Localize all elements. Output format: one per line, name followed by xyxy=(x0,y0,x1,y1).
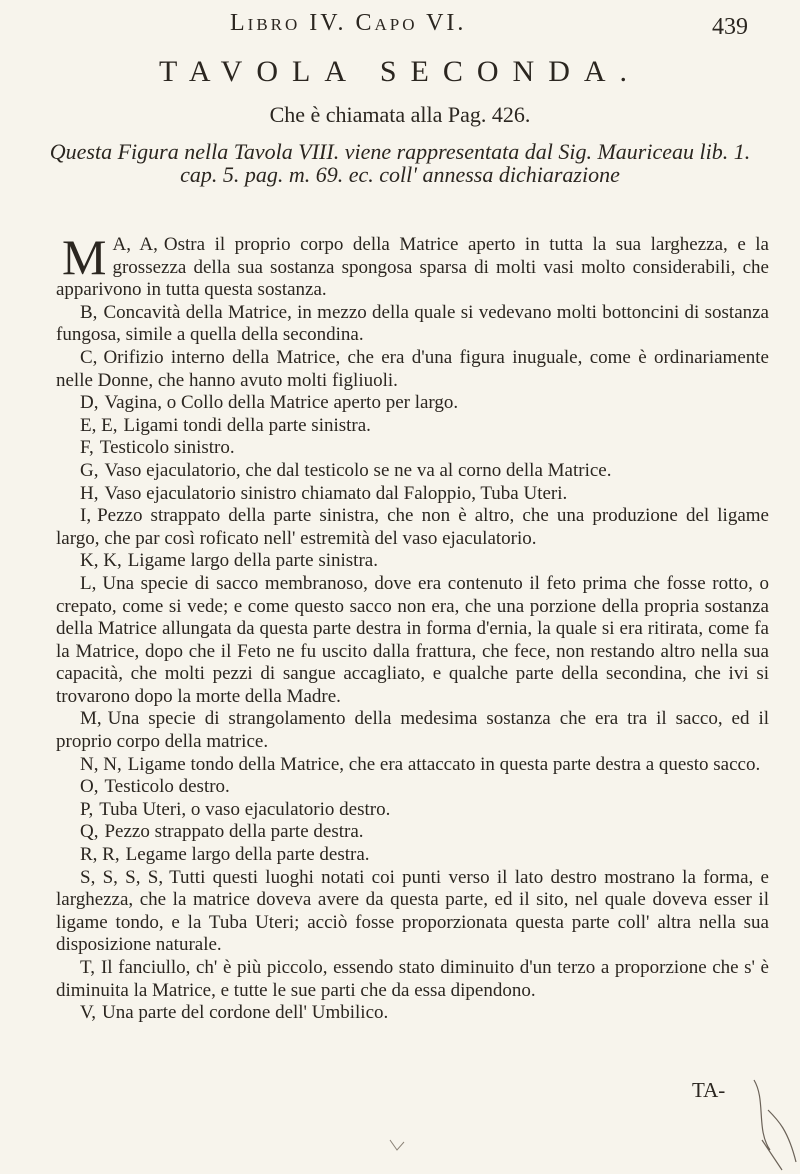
legend-entry xyxy=(56,573,769,709)
margin-ink-mark xyxy=(388,1138,406,1152)
entry-letter: B, xyxy=(80,301,98,323)
entry-letter: T, xyxy=(80,957,95,978)
entry-letter: C, xyxy=(80,346,98,368)
plate-reference: Che è chiamata alla Pag. 426. xyxy=(269,102,531,127)
entry-letter: R, R, xyxy=(80,844,120,866)
entry-letter: V, xyxy=(80,1002,97,1024)
legend-entry xyxy=(56,392,769,415)
entry-text: Testicolo destro. xyxy=(104,776,230,798)
legend-entry xyxy=(56,302,769,347)
plate-title: TAVOLA SECONDA. xyxy=(158,55,642,88)
page-number: 439 xyxy=(712,14,748,40)
entry-text: Testicolo sinistro. xyxy=(99,437,235,459)
legend-entry xyxy=(56,437,769,460)
entry-letter: A, A, xyxy=(112,234,158,255)
entry-text: Il fanciullo, ch' è più piccolo, essendo stato diminuito d'un terzo a proporzione che s' è diminuita la Matrice, e tutte le sue parti che da essa dipendono. xyxy=(56,957,769,1001)
entry-text: Pezzo strappato della parte destra. xyxy=(104,821,364,843)
entry-text: Tutti questi luoghi notati coi punti verso il lato destro mostrano la forma, e larghezza, che la matrice doveva avere da questa parte, ed il sito, nel quale doveva esser il ligame tondo, e la Tuba Uteri; acciò fosse proporzionata questa parte coll' altra nella sua disposizione naturale. xyxy=(56,866,769,956)
entry-text: Ligami tondi della parte sinistra. xyxy=(123,414,371,436)
entry-letter: I, xyxy=(80,505,92,527)
plate-intro: Questa Figura nella Tavola VIII. viene rappresentata dal Sig. Mauriceau lib. 1. cap. 5. pag. m. 69. ec. coll' annessa dichiarazione xyxy=(49,139,751,187)
running-head xyxy=(0,10,800,44)
entry-text: Una specie di sacco membranoso, dove era contenuto il feto prima che fosse rotto, o crepato, come si vede; e come questo sacco non era, che una porzione della propria sostanza della Matrice allungata da questa parte destra in forma d'ernia, la quale si era ritirata, come fa la Matrice, dopo che il Feto ne fu uscito dalla frattura, che fece, non restando altro nella sua capacità, che molti pezzi di sangue accagliato, e qualche parte della secondina, che ivi si trovarono dopo la morte della Madre. xyxy=(56,572,769,707)
entry-text: Vaso ejaculatorio sinistro chiamato dal Faloppio, Tuba Uteri. xyxy=(104,482,568,504)
legend-entry xyxy=(56,867,769,957)
entry-letter: P, xyxy=(80,798,94,820)
legend-entry xyxy=(56,844,769,867)
entry-text: Una parte del cordone dell' Umbilico. xyxy=(102,1002,389,1024)
legend-entry xyxy=(56,1002,769,1025)
legend-entry xyxy=(56,415,769,438)
entry-text: Vaso ejaculatorio, che dal testicolo se ne va al corno della Matrice. xyxy=(104,459,612,481)
entry-letter: H, xyxy=(80,482,99,504)
entry-letter: E, E, xyxy=(80,414,118,436)
entry-text: Tuba Uteri, o vaso ejaculatorio destro. xyxy=(99,798,391,820)
margin-ink-mark xyxy=(748,1070,800,1174)
entry-letter: D, xyxy=(80,392,99,414)
legend-entry xyxy=(56,821,769,844)
legend-entry xyxy=(56,483,769,506)
entry-letter: M, xyxy=(80,708,102,730)
entry-letter: Q, xyxy=(80,821,99,843)
legend-entry xyxy=(56,460,769,483)
legend-entry xyxy=(56,708,769,753)
entry-text: Concavità della Matrice, in mezzo della quale si vedevano molti bottoncini di sostanza fungosa, simile a quella della secondina. xyxy=(56,301,769,346)
entry-letter: N, N, xyxy=(80,753,122,775)
legend-body xyxy=(56,229,769,1025)
entry-text: Ostra il proprio corpo della Matrice aperto in tutta la sua larghezza, e la grossezza della sua sostanza spongosa sparsa di molti vasi molto considerabili, che apparivono in tutta questa sostanza. xyxy=(56,234,769,301)
legend-entry xyxy=(56,229,769,302)
legend-entry xyxy=(56,799,769,822)
entry-letter: S, S, S, S, xyxy=(80,866,164,888)
legend-entry xyxy=(56,505,769,550)
entry-letter: G, xyxy=(80,459,99,481)
entry-letter: L, xyxy=(80,572,97,594)
legend-entry xyxy=(56,776,769,799)
entry-text: Pezzo strappato della parte sinistra, che non è altro, che una produzione del ligame largo, che par così roficato nell' estremità del vaso ejaculatorio. xyxy=(56,505,769,549)
legend-entry xyxy=(56,754,769,777)
entry-text: Vagina, o Collo della Matrice aperto per largo. xyxy=(104,392,459,414)
entry-text: Ligame tondo della Matrice, che era attaccato in questa parte destra a questo sacco. xyxy=(127,753,761,775)
entry-letter: K, K, xyxy=(80,550,122,572)
entry-text: Una specie di strangolamento della medesima sostanza che era tra il sacco, ed il proprio corpo della matrice. xyxy=(56,708,769,753)
drop-cap: M xyxy=(62,229,107,285)
legend-entry xyxy=(56,550,769,573)
running-title: Libro IV. Capo VI. xyxy=(230,10,467,36)
entry-letter: O, xyxy=(80,776,99,798)
entry-text: Orifizio interno della Matrice, che era d'una figura inuguale, come è ordinariamente nelle Donne, che hanno avuto molti figliuoli. xyxy=(56,346,769,391)
entry-text: Ligame largo della parte sinistra. xyxy=(127,550,378,572)
entry-letter: F, xyxy=(80,437,94,459)
catchword: TA- xyxy=(692,1078,726,1102)
entry-text: Legame largo della parte destra. xyxy=(125,844,370,866)
legend-entry xyxy=(56,347,769,392)
legend-entry xyxy=(56,957,769,1002)
